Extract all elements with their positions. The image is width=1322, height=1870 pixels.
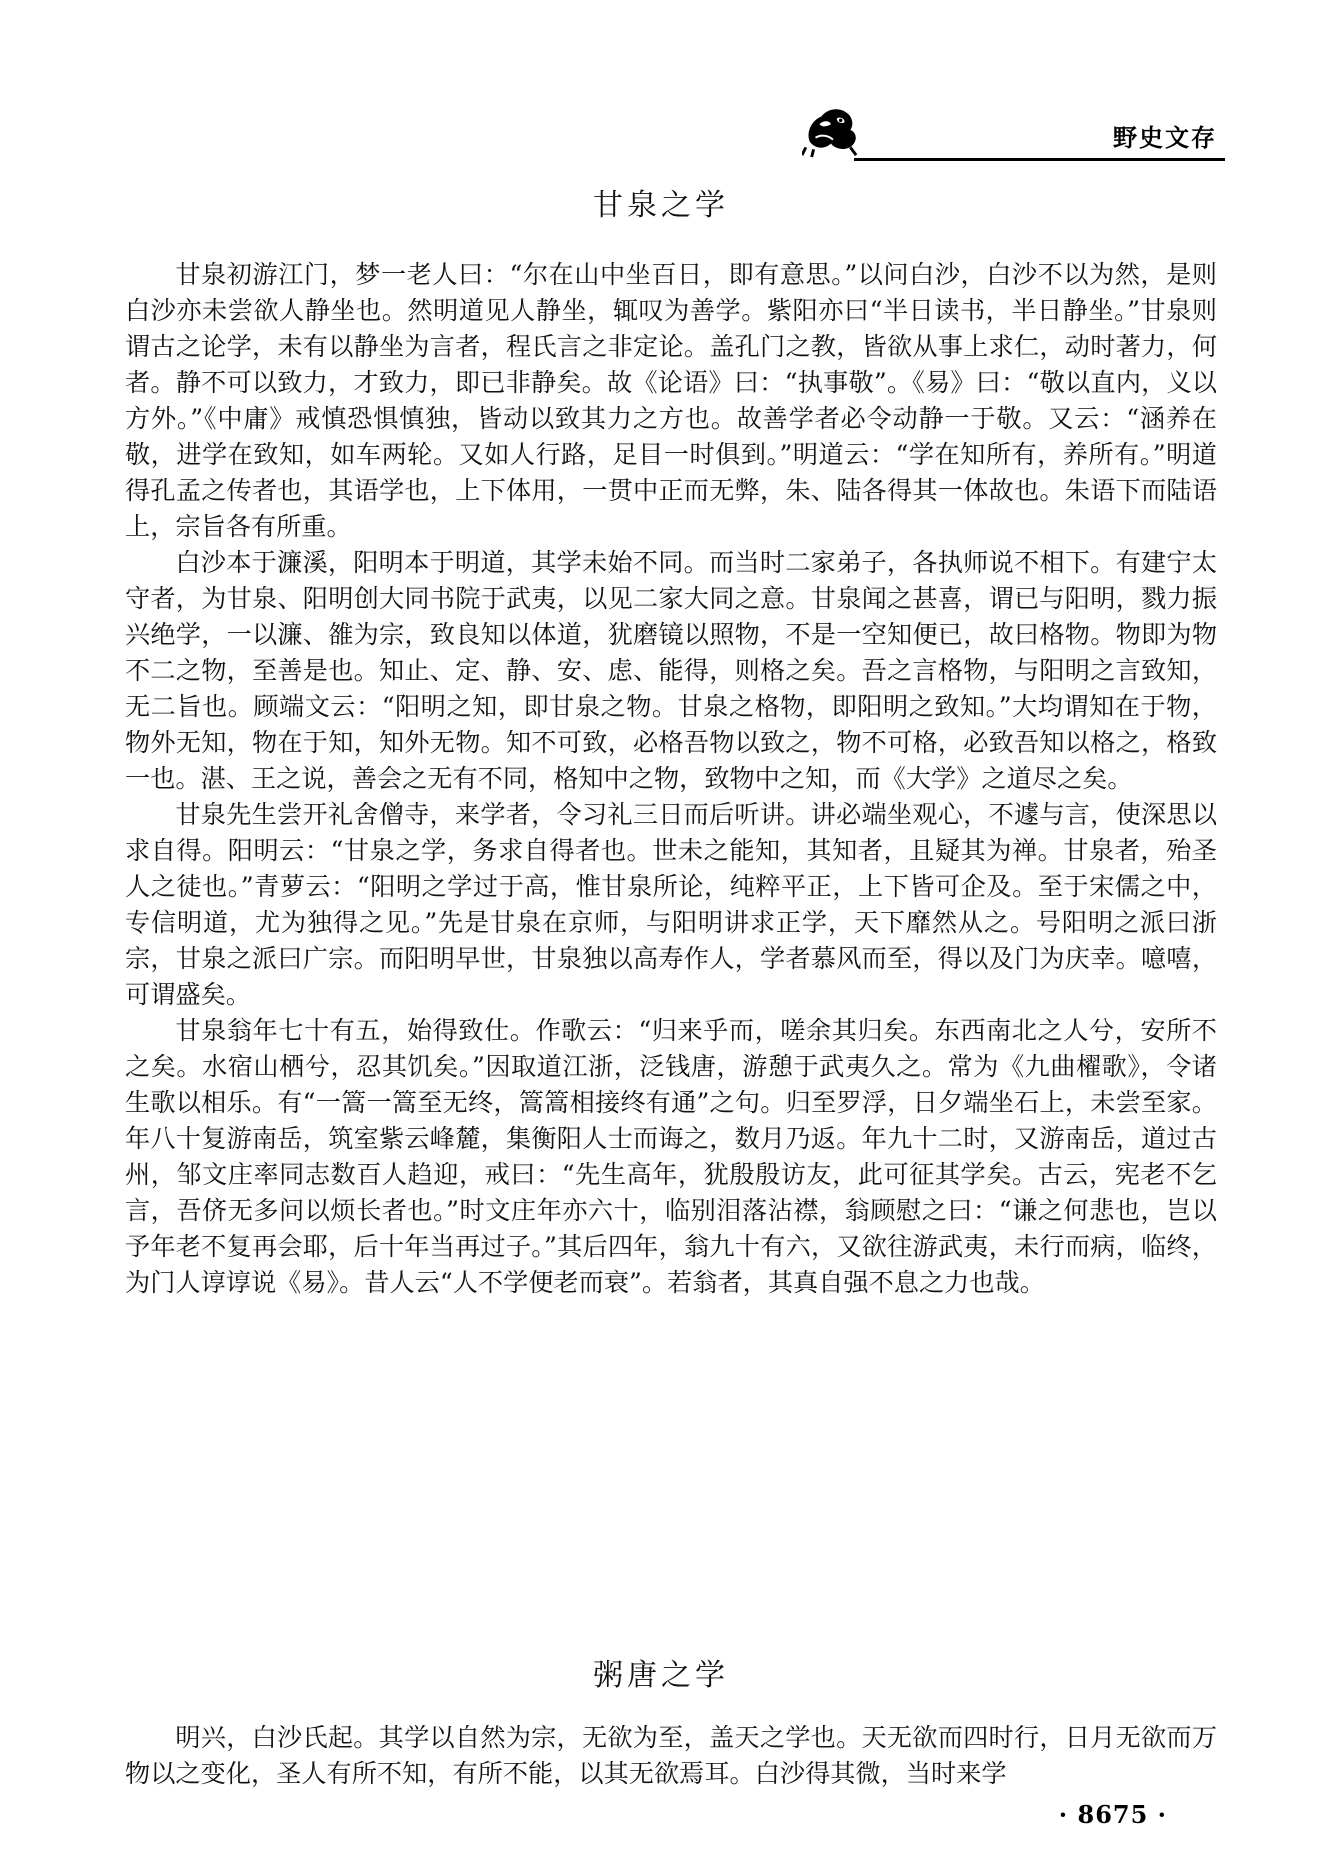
section-body-zhoutang [125, 1720, 1217, 1792]
series-title: 野史文存 [1113, 124, 1217, 152]
page-number: · 8675 · [1058, 1800, 1167, 1829]
paragraph: 明兴，白沙氏起。其学以自然为宗，无欲为至，盖天之学也。天无欲而四时行，日月无欲而万物以之变化，圣人有所不知，有所不能，以其无欲焉耳。白沙得其微，当时来学 [125, 1723, 1217, 1788]
paragraph: 甘泉先生尝开礼舍僧寺，来学者，令习礼三日而后听讲。讲必端坐观心，不遽与言，使深思以求自得。阳明云：“甘泉之学，务求自得者也。世未之能知，其知者，且疑其为禅。甘泉者，殆圣人之徒也。”青萝云：“阳明之学过于高，惟甘泉所论，纯粹平正，上下皆可企及。至于宋儒之中，专信明道，尤为独得之见。”先是甘泉在京师，与阳明讲求正学，天下靡然从之。号阳明之派曰浙宗，甘泉之派曰广宗。而阳明早世，甘泉独以高寿作人，学者慕风而至，得以及门为庆幸。噫嘻，可谓盛矣。 [125, 800, 1217, 1009]
running-header [780, 96, 1225, 166]
dragon-emblem-icon [802, 102, 860, 158]
section-title-zhoutang: 粥唐之学 [593, 1658, 729, 1693]
paragraph: 甘泉翁年七十有五，始得致仕。作歌云：“归来乎而，嗟余其归矣。东西南北之人兮，安所不之矣。水宿山栖兮，忍其饥矣。”因取道江浙，泛钱唐，游憩于武夷久之。常为《九曲櫂歌》，令诸生歌以相乐。有“一篙一篙至无终，篙篙相接终有通”之句。归至罗浮，日夕端坐石上，未尝至家。年八十复游南岳，筑室紫云峰麓，集衡阳人士而诲之，数月乃返。年九十二时，又游南岳，道过古州，邹文庄率同志数百人趋迎，戒曰：“先生高年，犹殷殷访友，此可征其学矣。古云，宪老不乞言，吾侪无多问以烦长者也。”时文庄年亦六十，临别泪落沾襟，翁顾慰之曰：“谦之何悲也，岂以予年老不复再会耶，后十年当再过子。”其后四年，翁九十有六，又欲往游武夷，未行而病，临终，为门人谆谆说《易》。昔人云“人不学便老而衰”。若翁者，其真自强不息之力也哉。 [125, 1016, 1217, 1297]
section-title-ganquan: 甘泉之学 [593, 188, 729, 223]
header-rule [854, 158, 1225, 161]
section-body-ganquan [125, 257, 1217, 1301]
paragraph: 白沙本于濂溪，阳明本于明道，其学未始不同。而当时二家弟子，各执师说不相下。有建宁太守者，为甘泉、阳明创大同书院于武夷，以见二家大同之意。甘泉闻之甚喜，谓已与阳明，戮力振兴绝学，一以濂、雒为宗，致良知以体道，犹磨镜以照物，不是一空知便已，故曰格物。物即为物不二之物，至善是也。知止、定、静、安、虑、能得，则格之矣。吾之言格物，与阳明之言致知，无二旨也。顾端文云：“阳明之知，即甘泉之物。甘泉之格物，即阳明之致知。”大均谓知在于物，物外无知，物在于知，知外无物。知不可致，必格吾物以致之，物不可格，必致吾知以格之，格致一也。湛、王之说，善会之无有不同，格知中之物，致物中之知，而《大学》之道尽之矣。 [125, 548, 1217, 793]
paragraph: 甘泉初游江门，梦一老人曰：“尔在山中坐百日，即有意思。”以问白沙，白沙不以为然，是则白沙亦未尝欲人静坐也。然明道见人静坐，辄叹为善学。紫阳亦曰“半日读书，半日静坐。”甘泉则谓古之论学，未有以静坐为言者，程氏言之非定论。盖孔门之教，皆欲从事上求仁，动时著力，何者。静不可以致力，才致力，即已非静矣。故《论语》曰：“执事敬”。《易》曰：“敬以直内，义以方外。”《中庸》戒慎恐惧慎独，皆动以致其力之方也。故善学者必令动静一于敬。又云：“涵养在敬，进学在致知，如车两轮。又如人行路，足目一时俱到。”明道云：“学在知所有，养所有。”明道得孔孟之传者也，其语学也，上下体用，一贯中正而无弊，朱、陆各得其一体故也。朱语下而陆语上，宗旨各有所重。 [125, 260, 1217, 541]
